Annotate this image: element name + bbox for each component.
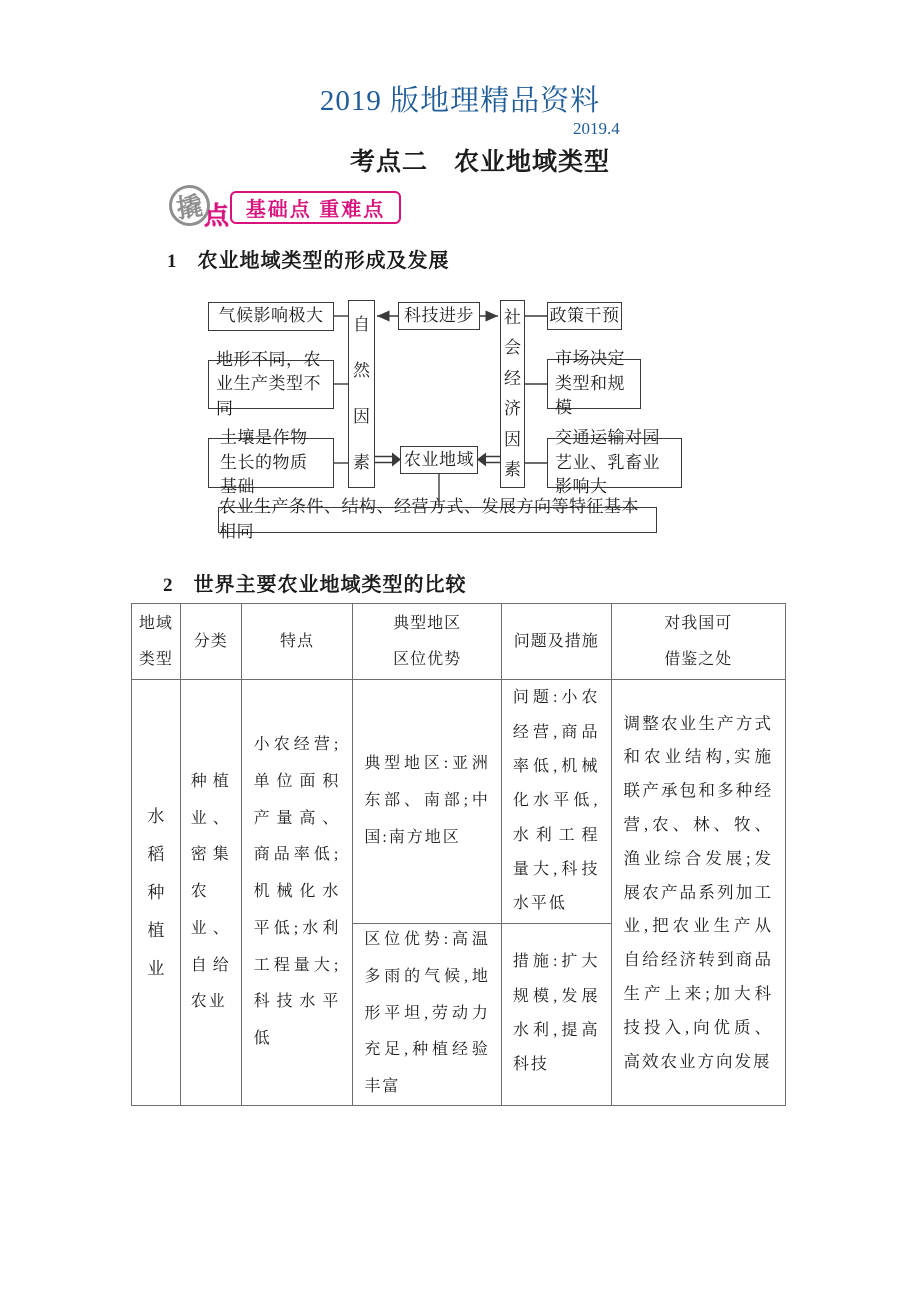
flow-box-agri-region: 农业地域 — [400, 446, 478, 474]
cell-category: 种植业、密集农业、自给农业 — [180, 680, 241, 1105]
stamp-icon-char: 撬 — [174, 190, 205, 224]
flow-box-climate: 气候影响极大 — [208, 302, 334, 331]
section-2-heading — [163, 568, 467, 597]
badge-dot-char: 点 — [204, 202, 230, 230]
cell-measures: 措施:扩大规模,发展水利,提高科技 — [512, 953, 600, 1074]
flow-box-soil: 土壤是作物生长的物质基础 — [208, 438, 334, 488]
section-2-title: 世界主要农业地域类型的比较 — [193, 574, 467, 596]
flow-box-common-features: 农业生产条件、结构、经营方式、发展方向等特征基本相同 — [218, 507, 657, 533]
cell-region-type: 水稻种植业 — [147, 806, 165, 978]
flow-box-natural-factors: 自然因素 — [348, 300, 375, 488]
col-header-region-type: 地域 类型 — [132, 604, 180, 680]
flow-box-terrain: 地形不同，农业生产类型不同 — [208, 360, 334, 409]
cell-location-advantage: 区位优势:高温多雨的气候,地形平坦,劳动力充足,种植经验丰富 — [364, 931, 490, 1096]
cell-problems-measures — [501, 680, 611, 1105]
doc-date: 2019.4 — [573, 119, 620, 138]
col-header-reference: 对我国可 借鉴之处 — [611, 604, 785, 680]
col-header-category: 分类 — [180, 604, 241, 680]
flow-box-technology: 科技进步 — [398, 302, 480, 330]
col-header-features: 特点 — [241, 604, 353, 680]
col-header-problems-measures: 问题及措施 — [501, 604, 611, 680]
cell-problems: 问题:小农经营,商品率低,机械化水平低,水利工程量大,科技水平低 — [502, 680, 611, 924]
cell-region-advantage — [352, 680, 501, 1105]
badge-label: 基础点 重难点 — [230, 191, 401, 224]
section-1-heading — [167, 244, 450, 273]
table-row-rice-farming — [132, 680, 785, 1105]
flow-box-socioeconomic-factors: 社会经济因素 — [500, 300, 525, 488]
section-1-number: 1 — [167, 251, 178, 272]
cell-features: 小农经营;单位面积产量高、商品率低;机械化水平低;水利工程量大;科技水平低 — [241, 680, 353, 1105]
table-header-row — [132, 604, 785, 680]
col-header-typical-region: 典型地区 区位优势 — [352, 604, 501, 680]
flowchart — [185, 295, 765, 540]
doc-title: 2019 版地理精品资料 — [319, 85, 601, 117]
cell-typical-region: 典型地区:亚洲东部、南部;中国:南方地区 — [353, 680, 501, 924]
section-2-number: 2 — [163, 575, 174, 596]
section-1-title: 农业地域类型的形成及发展 — [197, 250, 450, 272]
flow-box-market: 市场决定类型和规模 — [547, 359, 641, 409]
topic-heading: 考点二 农业地域类型 — [349, 149, 610, 176]
flow-box-policy: 政策干预 — [547, 302, 622, 330]
comparison-table — [131, 603, 786, 1106]
cell-reference: 调整农业生产方式和农业结构,实施联产承包和多种经营,农、林、牧、渔业综合发展;发展农产品系列加工业,把农业生产从自给经济转到商品生产上来;加大科技投入,向优质、高效农业方向发展 — [611, 680, 785, 1105]
flow-box-transport: 交通运输对园艺业、乳畜业影响大 — [547, 438, 682, 488]
